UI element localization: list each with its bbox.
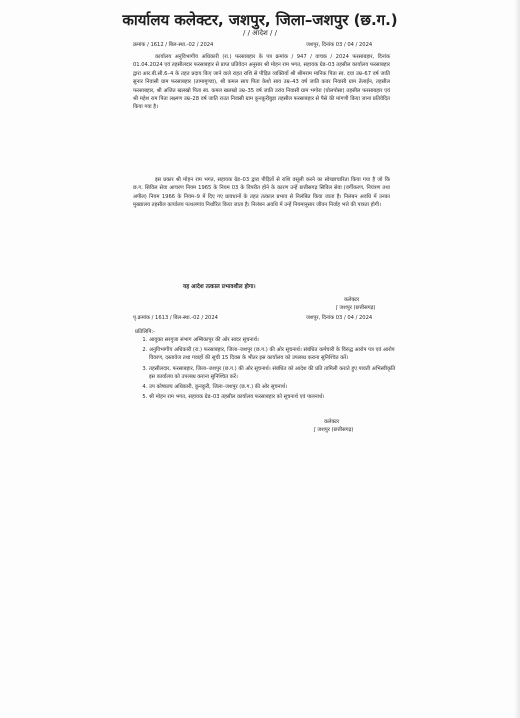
- signature-block-2: [314, 418, 353, 434]
- signature-place: ʃ जशपुर (छत्तीसगढ़): [336, 305, 376, 311]
- signature-role: कलेक्टर: [324, 419, 340, 425]
- order-place-date: जशपुर, दिनांक 03 / 04 / 2024: [306, 42, 373, 48]
- office-title: कार्यालय कलेक्टर, जशपुर, जिला–जशपुर (छ.ग.): [122, 11, 398, 29]
- list-item: 4. उप कोषालय अधिकारी, कुनकुरी, जिला–जशपुर (छ.ग.) की ओर सूचनार्थ।: [149, 383, 397, 391]
- body-paragraph-1: कार्यालय अनुविभागीय अधिकारी (रा.) फरसाबहार के पत्र क्रमांक / 947 / वाचक / 2024 फरसाबहार, दिनांक 01.04.2024 एवं तहसीलदार फरसाबहार से प्राप्त प्रतिवेदन अनुसार श्री मोहन राम भगत, सहायक ग्रेड–03 तहसील कार्यालय फरसाबहार द्वारा आर.बी.सी.6–4 के तहत प्रदाय किए जाने वाले राहत राशि से पीड़ित व्यक्तियों श्री श्रीमराम मानिक पिता स्व. दया उम्र–67 वर्ष जाति सुनार निवासी ग्राम फरसाबहार (तामामुण्डा), श्री कमल साय पिता केशो साय उम्र–43 वर्ष जाति कवर निवासी ग्राम तेलाईन, तहसील फरसाबहार, श्री अजित खलखो पिता स्व. कमल खलखो उम्र–35 वर्ष जाति उरांव निवासी ग्राम भगोरा (घोलपोसा) तहसील फरसाबहार एवं श्री महेश राम पिता लक्ष्मण उम्र–28 वर्ष जाति राउत निवासी ग्राम कुनकुरीबुड़ा तहसील फरसाबहार से पैसे की मांगणी किया जाना प्रतिवेदित किया गया है।: [133, 54, 390, 111]
- scan-edge-shadow: [514, 0, 520, 718]
- endorsement-number: पृ.क्रमांक / 1613 / बिल-स्था.-02 / 2024: [133, 315, 218, 321]
- order-subtitle: / / आदेश / /: [243, 29, 277, 37]
- effective-statement: यह आदेश तत्काल प्रभावशील होगा।: [183, 284, 256, 290]
- list-item: 2. अनुविभागीय अधिकारी (रा.) फरसाबहार, जिला–जशपुर (छ.ग.) की ओर सूचनार्थ। संबंधित कर्मचारी के विरुद्ध आरोप पत्र एवं आरोप विवरण, दस्तावेज तथा गवाहों की सूची 15 दिवस के भीतर इस कार्यालय को उपलब्ध कराना सुनिश्चित करें।: [149, 346, 397, 362]
- body-paragraph-2: इस प्रकार श्री मोहन राम भगत, सहायक ग्रेड–03 द्वारा पीड़ितों से राशि वसूली करने का स्वेच्छाचारिता किया गया है जो कि छ.ग. सिविल सेवा आचरण नियम 1965 के नियम 03 के विपरीत होने के कारण उन्हें छत्तीसगढ़ सिविल सेवा (वर्गीकरण, नियंत्रण तथा अपील) नियम 1966 के नियम–9 में दिए गए प्रावधानों के तहत तत्काल प्रभाव से निलंबित किया जाता है। निलंबन अवधि में उनका मुख्यालय तहसील कार्यालय पत्थलगांव निर्धारित किया जाता है। निलंबन अवधि में उन्हें नियमानुसार जीवन निर्वाह भत्ते की पात्रता होगी।: [133, 177, 390, 209]
- copy-list: [139, 336, 397, 403]
- signature-block-1: [336, 296, 375, 312]
- order-number: क्रमांक / 1612 / बिल-स्था.-02 / 2024: [133, 42, 214, 48]
- list-item: 5. श्री मोहन राम भगत, सहायक ग्रेड–03 तहसील कार्यालय फरसाबहार को सूचनार्थ एवं पालनार्थ।: [149, 393, 397, 401]
- endorsement-place-date: जशपुर, दिनांक 03 / 04 / 2024: [306, 315, 373, 321]
- signature-mark: ʃ: [314, 427, 316, 433]
- list-item: 3. तहसीलदार, फरसाबहार, जिला–जशपुर (छ.ग.) की ओर सूचनार्थ। संबंधित को आदेश की प्रति तामिली कराते हुए पावती अभिस्वीकृति इस कार्यालय को उपलब्ध कराना सुनिश्चित करें।: [149, 365, 397, 381]
- signature-role: कलेक्टर: [344, 297, 360, 303]
- copy-label: प्रतिलिपि:-: [135, 329, 156, 335]
- signature-mark: ʃ: [336, 305, 338, 311]
- signature-place: ʃ जशपुर (छत्तीसगढ़): [314, 427, 354, 433]
- list-item: 1. आयुक्त सरगुजा संभाग अम्बिकापुर की ओर सादर सूचनार्थ।: [149, 336, 397, 344]
